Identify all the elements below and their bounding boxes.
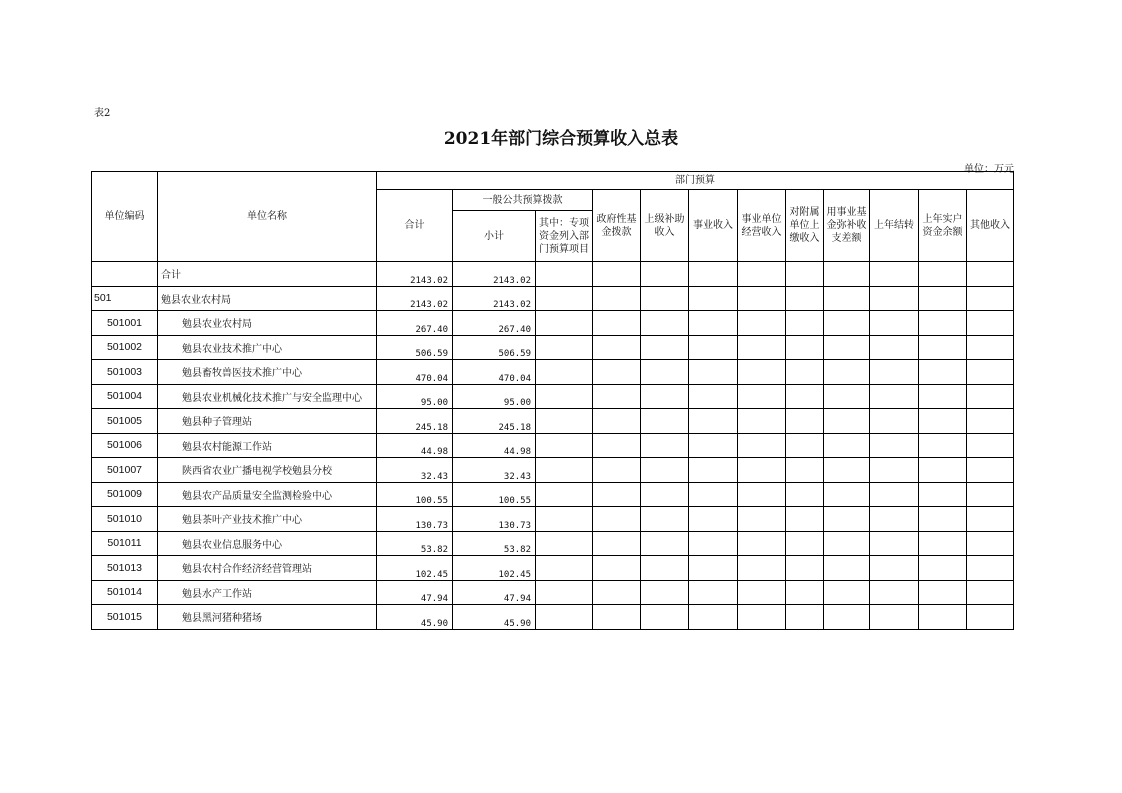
- subtotal-cell: 32.43: [453, 458, 536, 483]
- unit-name-cell: 合计: [158, 262, 377, 287]
- business-income-cell: [689, 311, 738, 336]
- gov-fund-cell: [593, 433, 641, 458]
- subtotal-cell: 53.82: [453, 531, 536, 556]
- prior-balance-cell: [919, 531, 967, 556]
- fund-cover-cell: [824, 556, 870, 581]
- fund-cover-cell: [824, 433, 870, 458]
- gov-fund-cell: [593, 384, 641, 409]
- fund-cover-cell: [824, 286, 870, 311]
- subtotal-cell: 130.73: [453, 507, 536, 532]
- subtotal-cell: 44.98: [453, 433, 536, 458]
- business-income-cell: [689, 605, 738, 630]
- other-income-cell: [967, 311, 1014, 336]
- prior-balance-cell: [919, 458, 967, 483]
- table-row: [92, 409, 1014, 434]
- business-income-cell: [689, 335, 738, 360]
- subordinate-income-cell: [786, 409, 824, 434]
- carryover-cell: [870, 507, 919, 532]
- special-fund-cell: [536, 556, 593, 581]
- operating-income-cell: [738, 482, 786, 507]
- table-row: [92, 482, 1014, 507]
- header-fund-cover: 用事业基金弥补收支差额: [824, 190, 870, 262]
- header-carryover: 上年结转: [870, 190, 919, 262]
- unit-name-cell: 勉县种子管理站: [158, 409, 377, 434]
- prior-balance-cell: [919, 360, 967, 385]
- gov-fund-cell: [593, 605, 641, 630]
- unit-code-cell: 501007: [92, 458, 158, 483]
- business-income-cell: [689, 409, 738, 434]
- business-income-cell: [689, 360, 738, 385]
- superior-subsidy-cell: [641, 335, 689, 360]
- superior-subsidy-cell: [641, 433, 689, 458]
- subordinate-income-cell: [786, 335, 824, 360]
- business-income-cell: [689, 580, 738, 605]
- unit-name-cell: 勉县农村合作经济经营管理站: [158, 556, 377, 581]
- subordinate-income-cell: [786, 286, 824, 311]
- header-unit-name: 单位名称: [158, 172, 377, 262]
- special-fund-cell: [536, 433, 593, 458]
- subtotal-cell: 267.40: [453, 311, 536, 336]
- carryover-cell: [870, 311, 919, 336]
- table-row: [92, 605, 1014, 630]
- subtotal-cell: 470.04: [453, 360, 536, 385]
- unit-code-cell: 501011: [92, 531, 158, 556]
- special-fund-cell: [536, 384, 593, 409]
- subordinate-income-cell: [786, 556, 824, 581]
- business-income-cell: [689, 458, 738, 483]
- fund-cover-cell: [824, 360, 870, 385]
- fund-cover-cell: [824, 335, 870, 360]
- carryover-cell: [870, 556, 919, 581]
- fund-cover-cell: [824, 580, 870, 605]
- prior-balance-cell: [919, 507, 967, 532]
- table-row: [92, 580, 1014, 605]
- gov-fund-cell: [593, 262, 641, 287]
- business-income-cell: [689, 556, 738, 581]
- gov-fund-cell: [593, 556, 641, 581]
- header-special-fund: 其中：专项资金列入部门预算项目: [536, 211, 593, 262]
- other-income-cell: [967, 286, 1014, 311]
- business-income-cell: [689, 262, 738, 287]
- subtotal-cell: 245.18: [453, 409, 536, 434]
- unit-name-cell: 勉县茶叶产业技术推广中心: [158, 507, 377, 532]
- other-income-cell: [967, 409, 1014, 434]
- header-prior-balance: 上年实户资金余额: [919, 190, 967, 262]
- special-fund-cell: [536, 311, 593, 336]
- header-subtotal: 小计: [453, 211, 536, 262]
- carryover-cell: [870, 482, 919, 507]
- subordinate-income-cell: [786, 433, 824, 458]
- other-income-cell: [967, 384, 1014, 409]
- header-operating-income: 事业单位经营收入: [738, 190, 786, 262]
- subordinate-income-cell: [786, 531, 824, 556]
- total-cell: 470.04: [377, 360, 453, 385]
- prior-balance-cell: [919, 482, 967, 507]
- operating-income-cell: [738, 433, 786, 458]
- unit-code-cell: 501005: [92, 409, 158, 434]
- unit-code-cell: 501001: [92, 311, 158, 336]
- special-fund-cell: [536, 531, 593, 556]
- gov-fund-cell: [593, 311, 641, 336]
- operating-income-cell: [738, 409, 786, 434]
- operating-income-cell: [738, 384, 786, 409]
- unit-name-cell: 陕西省农业广播电视学校勉县分校: [158, 458, 377, 483]
- special-fund-cell: [536, 458, 593, 483]
- table-row: [92, 433, 1014, 458]
- header-dept-budget: 部门预算: [377, 172, 1014, 190]
- header-superior-subsidy: 上级补助收入: [641, 190, 689, 262]
- superior-subsidy-cell: [641, 311, 689, 336]
- superior-subsidy-cell: [641, 458, 689, 483]
- gov-fund-cell: [593, 409, 641, 434]
- other-income-cell: [967, 360, 1014, 385]
- carryover-cell: [870, 335, 919, 360]
- total-cell: 267.40: [377, 311, 453, 336]
- header-total: 合计: [377, 190, 453, 262]
- special-fund-cell: [536, 605, 593, 630]
- total-cell: 100.55: [377, 482, 453, 507]
- other-income-cell: [967, 433, 1014, 458]
- unit-name-cell: 勉县水产工作站: [158, 580, 377, 605]
- special-fund-cell: [536, 360, 593, 385]
- table-row: [92, 556, 1014, 581]
- gov-fund-cell: [593, 482, 641, 507]
- table-number-label: 表2: [94, 108, 111, 119]
- carryover-cell: [870, 409, 919, 434]
- unit-code-cell: 501003: [92, 360, 158, 385]
- unit-name-cell: 勉县农业农村局: [158, 311, 377, 336]
- fund-cover-cell: [824, 311, 870, 336]
- fund-cover-cell: [824, 507, 870, 532]
- unit-code-cell: [92, 262, 158, 287]
- subtotal-cell: 95.00: [453, 384, 536, 409]
- total-cell: 506.59: [377, 335, 453, 360]
- unit-code-cell: 501013: [92, 556, 158, 581]
- carryover-cell: [870, 384, 919, 409]
- header-other-income: 其他收入: [967, 190, 1014, 262]
- subordinate-income-cell: [786, 482, 824, 507]
- subtotal-cell: 100.55: [453, 482, 536, 507]
- other-income-cell: [967, 482, 1014, 507]
- total-cell: 95.00: [377, 384, 453, 409]
- unit-label: 单位：万元: [964, 164, 1014, 175]
- subordinate-income-cell: [786, 507, 824, 532]
- prior-balance-cell: [919, 286, 967, 311]
- total-cell: 45.90: [377, 605, 453, 630]
- total-cell: 2143.02: [377, 262, 453, 287]
- header-unit-code: 单位编码: [92, 172, 158, 262]
- table-row: [92, 458, 1014, 483]
- operating-income-cell: [738, 507, 786, 532]
- table-row: [92, 507, 1014, 532]
- carryover-cell: [870, 580, 919, 605]
- operating-income-cell: [738, 531, 786, 556]
- gov-fund-cell: [593, 286, 641, 311]
- fund-cover-cell: [824, 409, 870, 434]
- other-income-cell: [967, 580, 1014, 605]
- table-row: [92, 531, 1014, 556]
- total-cell: 44.98: [377, 433, 453, 458]
- subtotal-cell: 2143.02: [453, 286, 536, 311]
- other-income-cell: [967, 531, 1014, 556]
- document-title: 2021年部门综合预算收入总表: [443, 129, 679, 149]
- prior-balance-cell: [919, 311, 967, 336]
- subordinate-income-cell: [786, 262, 824, 287]
- unit-name-cell: 勉县农村能源工作站: [158, 433, 377, 458]
- total-cell: 2143.02: [377, 286, 453, 311]
- gov-fund-cell: [593, 531, 641, 556]
- total-cell: 47.94: [377, 580, 453, 605]
- subtotal-cell: 102.45: [453, 556, 536, 581]
- unit-code-cell: 501009: [92, 482, 158, 507]
- subordinate-income-cell: [786, 360, 824, 385]
- subtotal-cell: 47.94: [453, 580, 536, 605]
- operating-income-cell: [738, 262, 786, 287]
- carryover-cell: [870, 262, 919, 287]
- fund-cover-cell: [824, 458, 870, 483]
- superior-subsidy-cell: [641, 262, 689, 287]
- special-fund-cell: [536, 482, 593, 507]
- special-fund-cell: [536, 409, 593, 434]
- header-business-income: 事业收入: [689, 190, 738, 262]
- table-row: [92, 286, 1014, 311]
- table-row: [92, 384, 1014, 409]
- superior-subsidy-cell: [641, 580, 689, 605]
- business-income-cell: [689, 286, 738, 311]
- table-row: [92, 335, 1014, 360]
- gov-fund-cell: [593, 335, 641, 360]
- operating-income-cell: [738, 458, 786, 483]
- subordinate-income-cell: [786, 605, 824, 630]
- table-row: [92, 360, 1014, 385]
- superior-subsidy-cell: [641, 556, 689, 581]
- superior-subsidy-cell: [641, 286, 689, 311]
- carryover-cell: [870, 286, 919, 311]
- prior-balance-cell: [919, 556, 967, 581]
- prior-balance-cell: [919, 433, 967, 458]
- other-income-cell: [967, 507, 1014, 532]
- total-cell: 130.73: [377, 507, 453, 532]
- unit-name-cell: 勉县农业技术推广中心: [158, 335, 377, 360]
- unit-code-cell: 501010: [92, 507, 158, 532]
- subordinate-income-cell: [786, 311, 824, 336]
- unit-name-cell: 勉县畜牧兽医技术推广中心: [158, 360, 377, 385]
- business-income-cell: [689, 433, 738, 458]
- unit-code-cell: 501002: [92, 335, 158, 360]
- carryover-cell: [870, 360, 919, 385]
- fund-cover-cell: [824, 384, 870, 409]
- other-income-cell: [967, 556, 1014, 581]
- unit-code-cell: 501015: [92, 605, 158, 630]
- superior-subsidy-cell: [641, 605, 689, 630]
- table-row-total: [92, 262, 1014, 287]
- special-fund-cell: [536, 580, 593, 605]
- other-income-cell: [967, 335, 1014, 360]
- gov-fund-cell: [593, 507, 641, 532]
- special-fund-cell: [536, 286, 593, 311]
- special-fund-cell: [536, 507, 593, 532]
- subordinate-income-cell: [786, 384, 824, 409]
- operating-income-cell: [738, 580, 786, 605]
- unit-code-cell: 501006: [92, 433, 158, 458]
- other-income-cell: [967, 458, 1014, 483]
- business-income-cell: [689, 507, 738, 532]
- fund-cover-cell: [824, 482, 870, 507]
- carryover-cell: [870, 433, 919, 458]
- unit-name-cell: 勉县农业农村局: [158, 286, 377, 311]
- superior-subsidy-cell: [641, 360, 689, 385]
- gov-fund-cell: [593, 458, 641, 483]
- business-income-cell: [689, 384, 738, 409]
- special-fund-cell: [536, 335, 593, 360]
- business-income-cell: [689, 482, 738, 507]
- prior-balance-cell: [919, 384, 967, 409]
- operating-income-cell: [738, 335, 786, 360]
- superior-subsidy-cell: [641, 507, 689, 532]
- subtotal-cell: 506.59: [453, 335, 536, 360]
- prior-balance-cell: [919, 605, 967, 630]
- table-row: [92, 311, 1014, 336]
- gov-fund-cell: [593, 580, 641, 605]
- operating-income-cell: [738, 605, 786, 630]
- unit-name-cell: 勉县农产品质量安全监测检验中心: [158, 482, 377, 507]
- superior-subsidy-cell: [641, 531, 689, 556]
- subordinate-income-cell: [786, 458, 824, 483]
- carryover-cell: [870, 458, 919, 483]
- unit-code-cell: 501: [92, 286, 158, 311]
- header-general-budget: 一般公共预算拨款: [453, 190, 593, 211]
- operating-income-cell: [738, 360, 786, 385]
- prior-balance-cell: [919, 335, 967, 360]
- unit-name-cell: 勉县黑河猪种猪场: [158, 605, 377, 630]
- superior-subsidy-cell: [641, 384, 689, 409]
- superior-subsidy-cell: [641, 482, 689, 507]
- operating-income-cell: [738, 311, 786, 336]
- carryover-cell: [870, 605, 919, 630]
- operating-income-cell: [738, 286, 786, 311]
- unit-name-cell: 勉县农业机械化技术推广与安全监理中心: [158, 384, 377, 409]
- total-cell: 245.18: [377, 409, 453, 434]
- fund-cover-cell: [824, 262, 870, 287]
- fund-cover-cell: [824, 531, 870, 556]
- unit-name-cell: 勉县农业信息服务中心: [158, 531, 377, 556]
- total-cell: 102.45: [377, 556, 453, 581]
- other-income-cell: [967, 262, 1014, 287]
- operating-income-cell: [738, 556, 786, 581]
- budget-income-table: [91, 171, 1014, 630]
- unit-code-cell: 501004: [92, 384, 158, 409]
- header-gov-fund: 政府性基金拨款: [593, 190, 641, 262]
- prior-balance-cell: [919, 580, 967, 605]
- subtotal-cell: 45.90: [453, 605, 536, 630]
- carryover-cell: [870, 531, 919, 556]
- unit-code-cell: 501014: [92, 580, 158, 605]
- total-cell: 53.82: [377, 531, 453, 556]
- table-body: [92, 262, 1014, 630]
- business-income-cell: [689, 531, 738, 556]
- special-fund-cell: [536, 262, 593, 287]
- subordinate-income-cell: [786, 580, 824, 605]
- fund-cover-cell: [824, 605, 870, 630]
- other-income-cell: [967, 605, 1014, 630]
- prior-balance-cell: [919, 262, 967, 287]
- gov-fund-cell: [593, 360, 641, 385]
- prior-balance-cell: [919, 409, 967, 434]
- subtotal-cell: 2143.02: [453, 262, 536, 287]
- superior-subsidy-cell: [641, 409, 689, 434]
- header-subordinate-income: 对附属单位上缴收入: [786, 190, 824, 262]
- total-cell: 32.43: [377, 458, 453, 483]
